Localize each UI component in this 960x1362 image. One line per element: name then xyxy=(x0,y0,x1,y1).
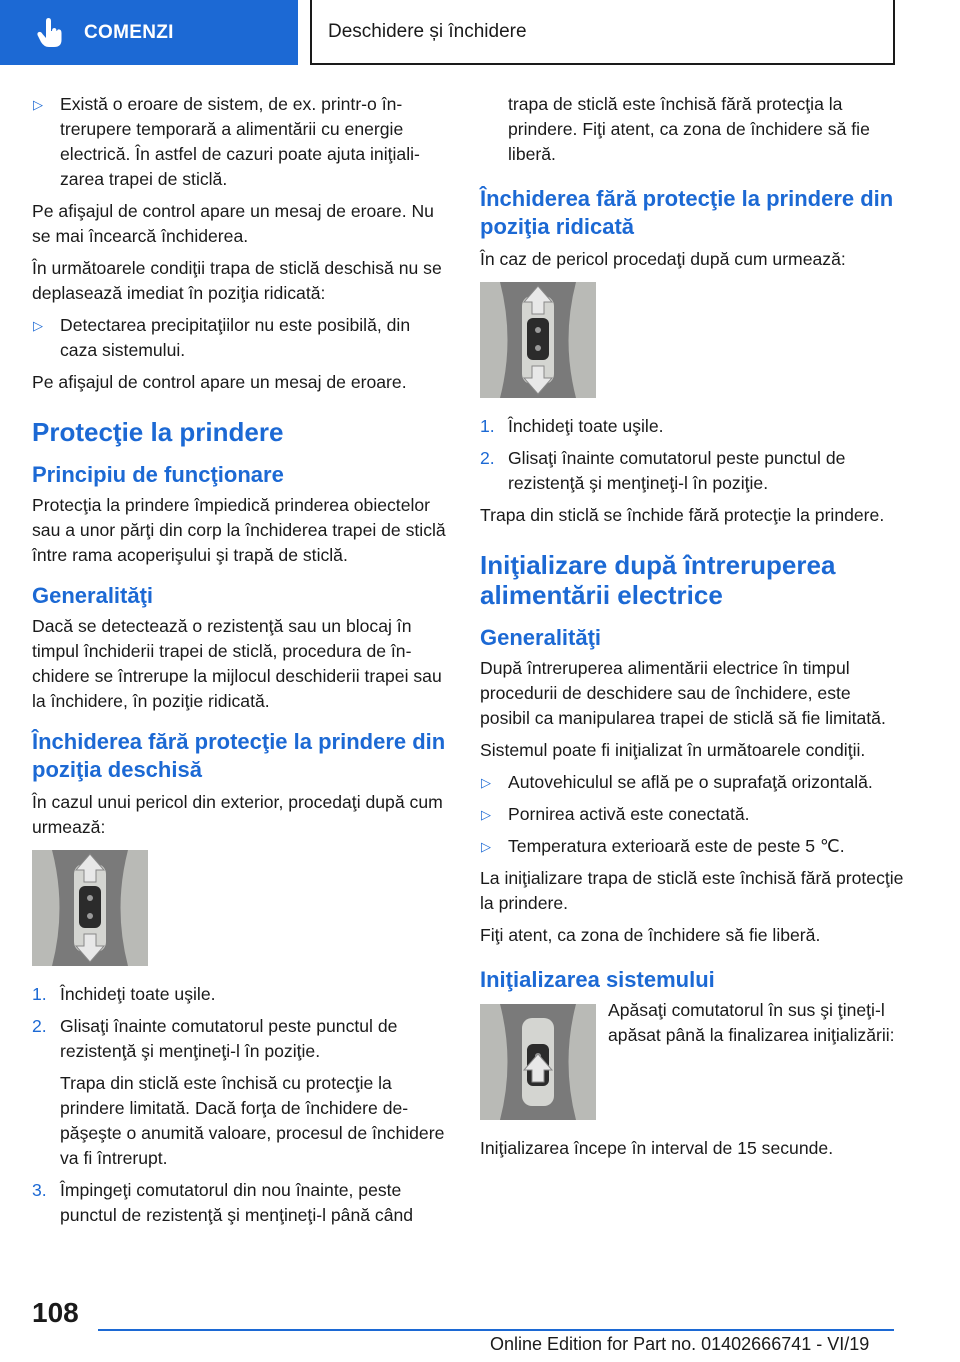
list-item xyxy=(480,446,905,496)
heading-protectie: Protecţie la prindere xyxy=(32,417,284,447)
paragraph: Apăsaţi comutatorul în sus şi ţineţi-l apăsat până la finalizarea iniţializării: xyxy=(608,1000,895,1045)
list-item xyxy=(480,414,905,439)
paragraph: trapa de sticlă este închisă fără protecţia la prindere. Fiţi atent, ca zona de închidere să fie liberă. xyxy=(508,94,870,164)
left-column xyxy=(32,92,452,1235)
triangle-bullet-icon: ▷ xyxy=(481,807,491,822)
paragraph: Trapa din sticlă se închide fără protecţie la prindere. xyxy=(480,505,885,525)
chapter-tab[interactable] xyxy=(310,0,895,65)
list-item xyxy=(32,92,452,192)
paragraph: La iniţializare trapa de sticlă este închisă fără protecţie la prindere. xyxy=(480,868,904,913)
list-item xyxy=(32,313,452,363)
paragraph: După întreruperea alimentării electrice în timpul procedurii de deschidere sau de închidere, este posibil ca manipularea trapei de sticlă să fie limitată. xyxy=(480,658,886,728)
switch-slide-forward-image xyxy=(480,282,596,398)
image-with-caption xyxy=(480,998,905,1130)
switch-slide-forward-image xyxy=(32,850,148,966)
heading-inchidere-ridicata: Închiderea fără protecţie la prindere din poziţia ridicată xyxy=(480,186,894,239)
step-text: Împingeţi comutatorul din nou înainte, peste punctul de rezistenţă şi menţineţi-l până când xyxy=(60,1180,414,1225)
step-number: 2. xyxy=(32,1016,47,1036)
paragraph: În următoarele condiţii trapa de sticlă deschisă nu se deplasează imediat în poziţia ridicată: xyxy=(32,258,442,303)
list-item xyxy=(480,770,905,795)
step-text: Închideţi toate uşile. xyxy=(508,416,664,436)
paragraph: Trapa din sticlă este închisă cu protecţie la prindere limitată. Dacă forţa de închidere depăşeşte o anumită valoare, procesul de închidere va fi întrerupt. xyxy=(60,1073,445,1168)
heading-inchidere-deschisa: Închiderea fără protecţie la prindere din poziţia deschisă xyxy=(32,729,446,782)
step-text: Glisaţi înainte comutatorul peste punctul de rezistenţă şi menţineţi-l în poziţie. xyxy=(60,1016,398,1061)
right-column xyxy=(480,92,905,1168)
step-number: 2. xyxy=(480,448,495,468)
paragraph: Sistemul poate fi iniţializat în următoarele condiţii. xyxy=(480,740,866,760)
heading-initializare-sistem: Iniţializarea sistemului xyxy=(480,967,715,992)
heading-generalitati: Generalităţi xyxy=(32,583,154,608)
triangle-bullet-icon: ▷ xyxy=(481,775,491,790)
paragraph: Pe afişajul de control apare un mesaj de eroare. Nu se mai încearcă închiderea. xyxy=(32,201,434,246)
step-number: 3. xyxy=(32,1180,47,1200)
bullet-text: Există o eroare de sistem, de ex. printr-o întrerupere temporară a alimentării cu energie electrică. În astfel de cazuri poate ajuta iniţializarea trapei de sticlă. xyxy=(60,94,420,189)
section-tab[interactable] xyxy=(0,0,298,65)
list-item xyxy=(32,1014,452,1064)
list-item xyxy=(32,982,452,1007)
section-label: COMENZI xyxy=(84,21,174,43)
paragraph: Pe afişajul de control apare un mesaj de eroare. xyxy=(32,372,407,392)
paragraph: Iniţializarea începe în interval de 15 secunde. xyxy=(480,1138,834,1158)
paragraph: Dacă se detectează o rezistenţă sau un blocaj în timpul închiderii trapei de sticlă, procedura de închidere se întrerupe la mijlocul deschiderii trapei sau la închidere, în poziţie ridicată. xyxy=(32,616,442,711)
step-number: 1. xyxy=(480,416,495,436)
chapter-label: Deschidere și închidere xyxy=(328,20,527,42)
paragraph: Protecţia la prindere împiedică prinderea obiectelor sau a unor părţi din corp la închiderea trapei de sticlă între rama acoperişului şi trapă de sticlă. xyxy=(32,495,446,565)
footer-divider xyxy=(98,1329,894,1331)
switch-press-up-image xyxy=(480,1004,596,1120)
step-text: Glisaţi înainte comutatorul peste punctul de rezistenţă şi menţineţi-l în poziţie. xyxy=(508,448,846,493)
paragraph: În cazul unui pericol din exterior, procedaţi după cum urmează: xyxy=(32,792,443,837)
triangle-bullet-icon: ▷ xyxy=(481,839,491,854)
heading-generalitati: Generalităţi xyxy=(480,625,602,650)
paragraph: În caz de pericol procedaţi după cum urmează: xyxy=(480,249,846,269)
bullet-text: Detectarea precipitaţiilor nu este posibilă, din caza sistemului. xyxy=(60,315,411,360)
bullet-text: Autovehiculul se află pe o suprafaţă orizontală. xyxy=(508,772,873,792)
step-text: Închideţi toate uşile. xyxy=(60,984,216,1004)
list-item xyxy=(480,802,905,827)
triangle-bullet-icon: ▷ xyxy=(33,318,43,333)
step-number: 1. xyxy=(32,984,47,1004)
heading-principiu: Principiu de funcţionare xyxy=(32,462,284,487)
list-item xyxy=(480,834,905,859)
heading-initializare: Iniţializare după întreruperea alimentării electrice xyxy=(480,550,836,610)
edition-text: Online Edition for Part no. 01402666741 - VI/19 xyxy=(490,1334,870,1354)
page-number: 108 xyxy=(32,1297,79,1328)
bullet-text: Pornirea activă este conectată. xyxy=(508,804,750,824)
list-item xyxy=(32,1178,452,1228)
hand-pointer-icon xyxy=(30,13,70,53)
bullet-text: Temperatura exterioară este de peste 5 ℃. xyxy=(508,836,845,856)
triangle-bullet-icon: ▷ xyxy=(33,97,43,112)
paragraph: Fiţi atent, ca zona de închidere să fie liberă. xyxy=(480,925,821,945)
